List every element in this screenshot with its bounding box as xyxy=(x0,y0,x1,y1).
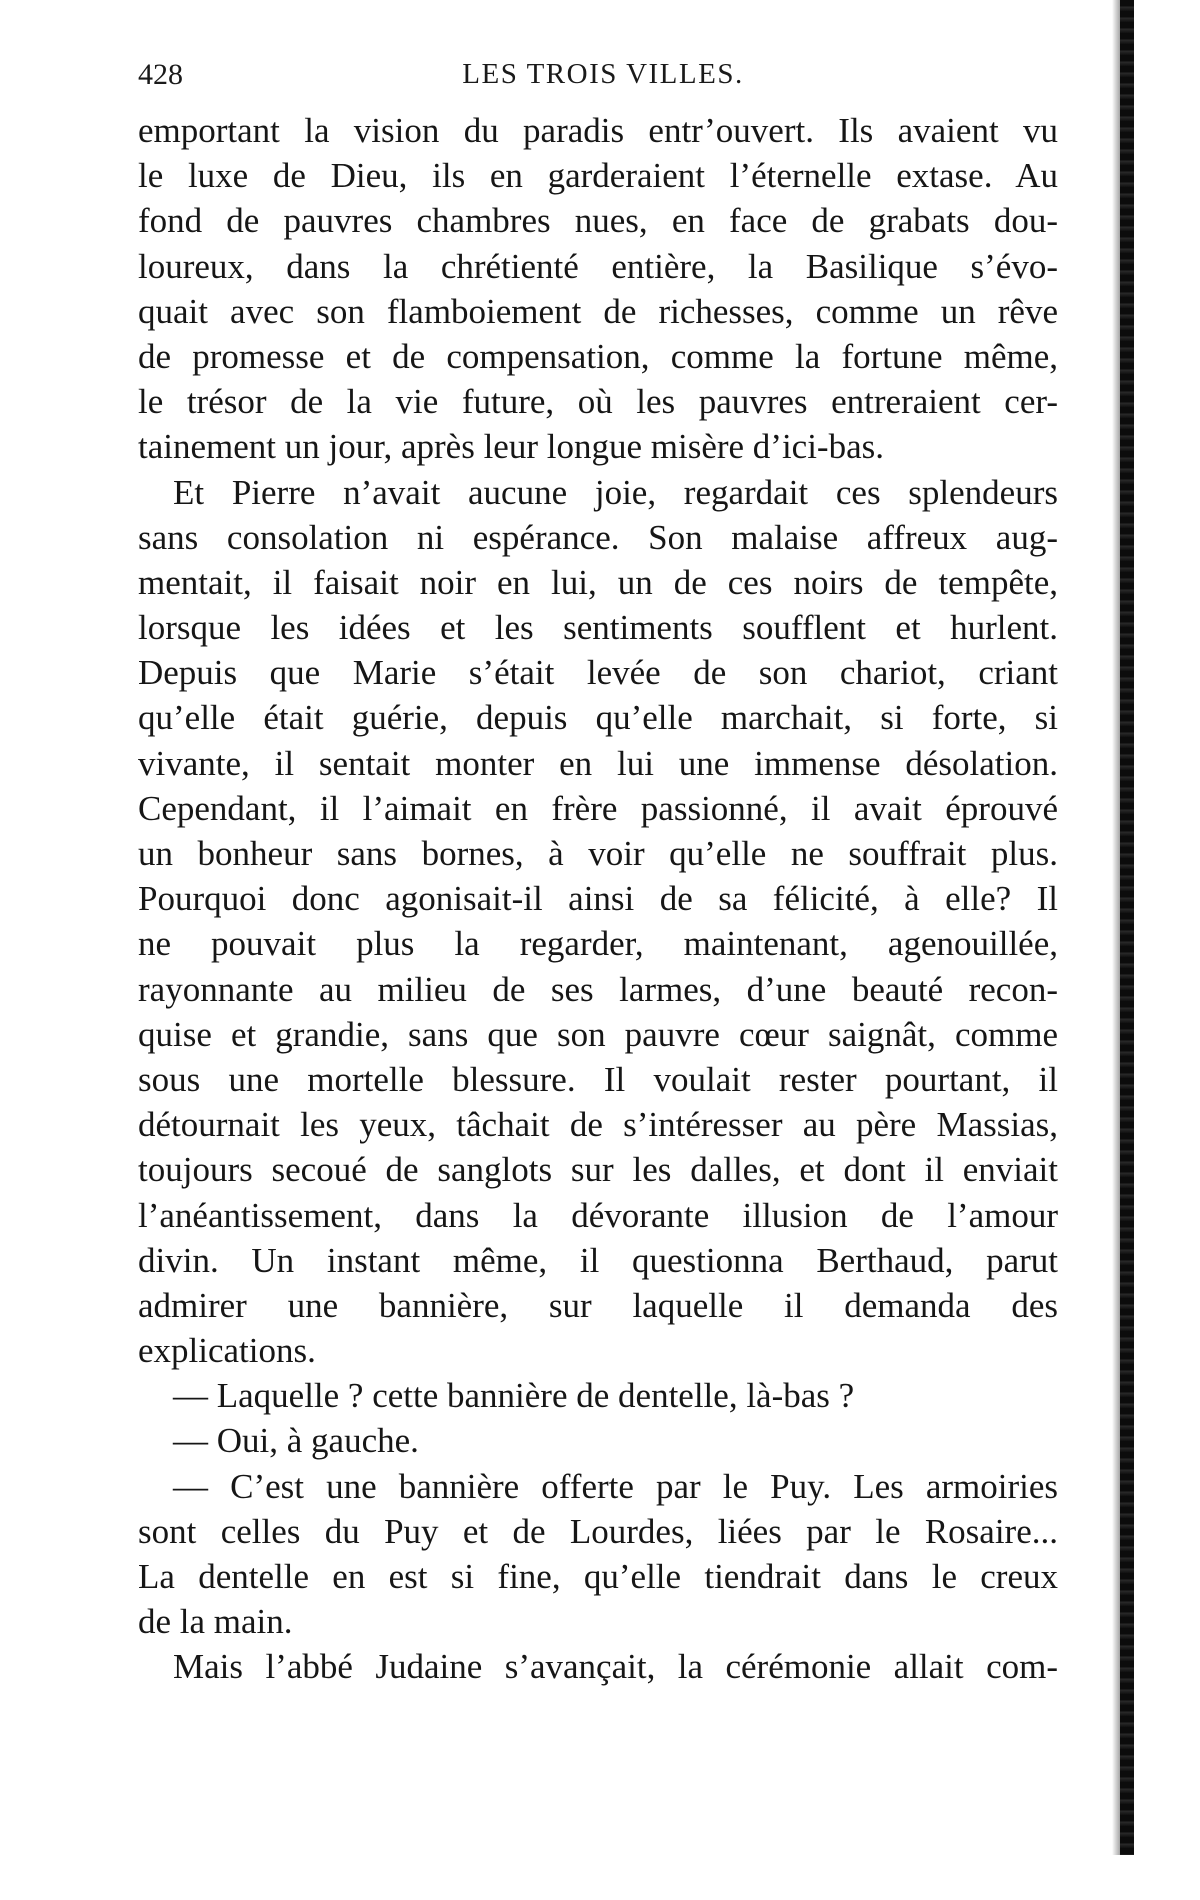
text-line: loureux, dans la chrétienté entière, la Basilique s’évo- xyxy=(138,246,1058,286)
text-line: de promesse et de compensation, comme la fortune même, xyxy=(138,336,1058,376)
text-line: Depuis que Marie s’était levée de son chariot, criant xyxy=(138,653,1058,693)
text-line: l’anéantissement, dans la dévorante illusion de l’amour xyxy=(138,1195,1058,1235)
text-line: rayonnante au milieu de ses larmes, d’une beauté recon- xyxy=(138,969,1058,1009)
text-line: sous une mortelle blessure. Il voulait rester pourtant, il xyxy=(138,1059,1058,1099)
running-title: LES TROIS VILLES. xyxy=(462,58,744,90)
page-edge-shadow xyxy=(1112,0,1120,1855)
paragraph-end-line: de la main. xyxy=(138,1602,293,1642)
text-line: quait avec son flamboiement de richesses, comme un rêve xyxy=(138,291,1058,331)
text-line: Pourquoi donc agonisait-il ainsi de sa félicité, à elle? Il xyxy=(138,879,1058,919)
paragraph-start-line: Et Pierre n’avait aucune joie, regardait ces splendeurs xyxy=(173,472,1058,512)
dialogue-line: — Oui, à gauche. xyxy=(173,1421,419,1461)
paragraph-end-line: explications. xyxy=(138,1331,316,1371)
text-line: toujours secoué de sanglots sur les dalles, et dont il enviait xyxy=(138,1150,1058,1190)
dialogue-line: — C’est une bannière offerte par le Puy. Les armoiries xyxy=(173,1466,1058,1506)
text-line: fond de pauvres chambres nues, en face de grabats dou- xyxy=(138,201,1058,241)
text-line: divin. Un instant même, il questionna Berthaud, parut xyxy=(138,1240,1058,1280)
text-line: La dentelle en est si fine, qu’elle tiendrait dans le creux xyxy=(138,1557,1058,1596)
text-line: lorsque les idées et les sentiments soufflent et hurlent. xyxy=(138,608,1058,648)
text-line: qu’elle était guérie, depuis qu’elle marchait, si forte, si xyxy=(138,698,1058,738)
text-line: sans consolation ni espérance. Son malaise affreux aug- xyxy=(138,517,1058,557)
paragraph-start-line: Mais l’abbé Judaine s’avançait, la cérémonie allait com- xyxy=(173,1647,1058,1687)
text-line: le trésor de la vie future, où les pauvres entreraient cer- xyxy=(138,382,1058,422)
text-line: vivante, il sentait monter en lui une immense désolation. xyxy=(138,743,1058,783)
dialogue-line: — Laquelle ? cette bannière de dentelle, là-bas ? xyxy=(173,1376,855,1416)
text-line: quise et grandie, sans que son pauvre cœur saignât, comme xyxy=(138,1014,1058,1054)
page-header xyxy=(138,58,1068,98)
paragraph-end-line: tainement un jour, après leur longue misère d’ici-bas. xyxy=(138,427,884,467)
text-line: détournait les yeux, tâchait de s’intéresser au père Massias, xyxy=(138,1105,1058,1145)
body-text xyxy=(138,108,1058,1690)
text-line: mentait, il faisait noir en lui, un de ces noirs de tempête, xyxy=(138,562,1058,602)
text-line: ne pouvait plus la regarder, maintenant, agenouillée, xyxy=(138,924,1058,964)
text-line: sont celles du Puy et de Lourdes, liées par le Rosaire... xyxy=(138,1511,1058,1551)
text-line: emportant la vision du paradis entr’ouvert. Ils avaient vu xyxy=(138,111,1058,150)
text-line: le luxe de Dieu, ils en garderaient l’éternelle extase. Au xyxy=(138,156,1058,196)
text-line: Cependant, il l’aimait en frère passionné, il avait éprouvé xyxy=(138,788,1058,828)
text-line: admirer une bannière, sur laquelle il demanda des xyxy=(138,1285,1058,1325)
page-number: 428 xyxy=(138,58,183,91)
book-spine-edge xyxy=(1120,0,1134,1855)
text-line: un bonheur sans bornes, à voir qu’elle ne souffrait plus. xyxy=(138,834,1058,873)
